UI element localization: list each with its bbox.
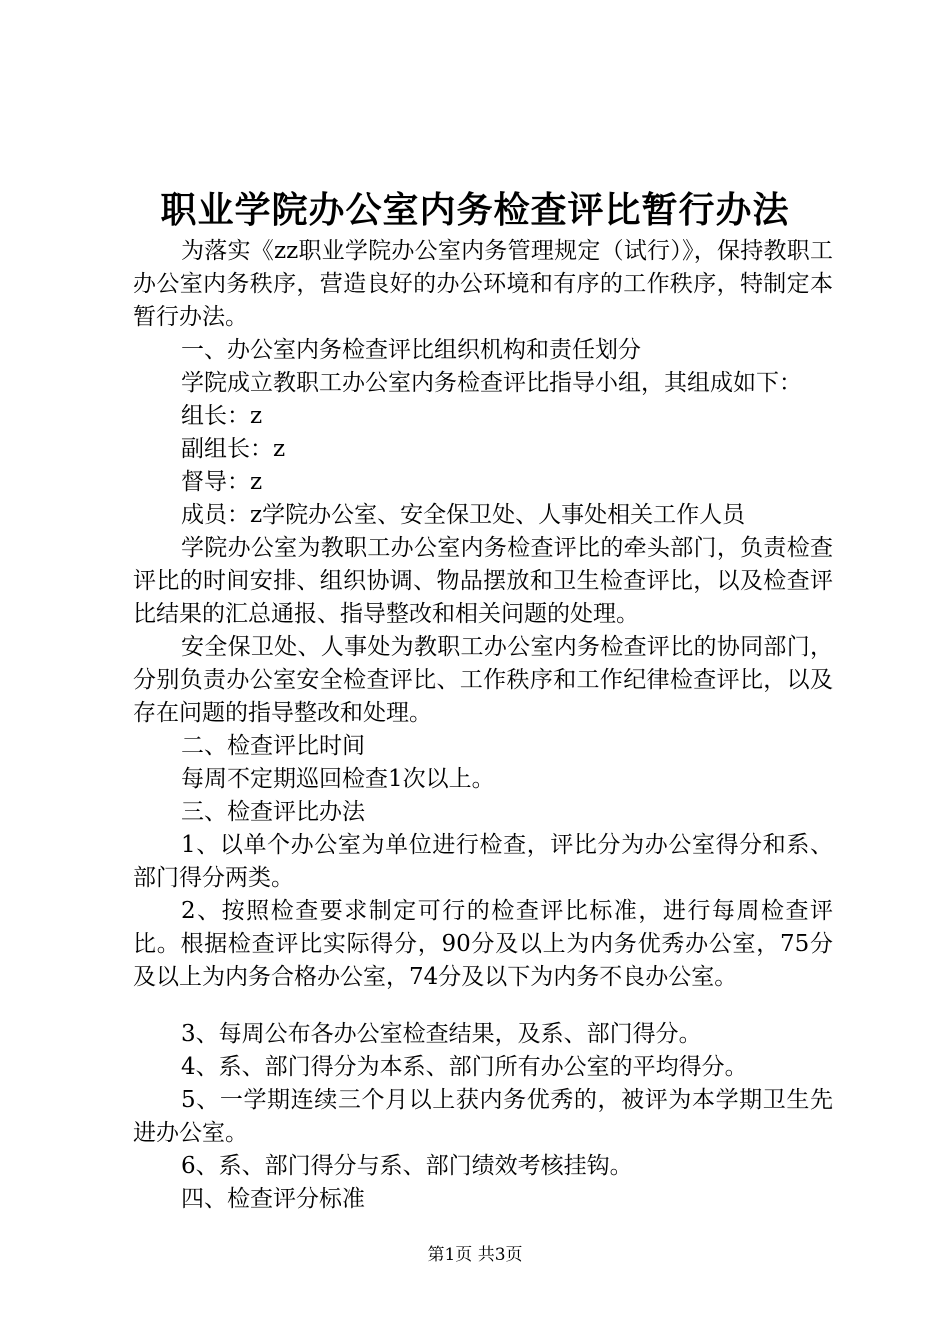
paragraph-group-setup: 学院成立教职工办公室内务检查评比指导小组，其组成如下： xyxy=(181,370,802,396)
paragraph-supervisor: 督导：z xyxy=(181,469,263,495)
paragraph-deputy-leader: 副组长：z xyxy=(181,436,286,462)
paragraph-inspection-frequency: 每周不定期巡回检查1次以上。 xyxy=(181,766,495,792)
section-heading-1: 一、办公室内务检查评比组织机构和责任划分 xyxy=(181,337,641,363)
paragraph-leader: 组长：z xyxy=(181,403,263,429)
list-item-6: 6、系、部门得分与系、部门绩效考核挂钩。 xyxy=(181,1153,633,1179)
document-title: 职业学院办公室内务检查评比暂行办法 xyxy=(160,189,790,231)
section-heading-4: 四、检查评分标准 xyxy=(181,1186,365,1212)
list-item-4: 4、系、部门得分为本系、部门所有办公室的平均得分。 xyxy=(181,1054,748,1080)
page-footer: 第1页 共3页 xyxy=(427,1245,523,1265)
list-item-2: 2、按照检查要求制定可行的检查评比标准，进行每周检查评比。根据检查评比实际得分，90分及以上为内务优秀办公室，75分及以上为内务合格办公室，74分及以下为内务不良办公室。 xyxy=(133,898,833,990)
paragraph-lead-department: 学院办公室为教职工办公室内务检查评比的牵头部门，负责检查评比的时间安排、组织协调、物品摆放和卫生检查评比，以及检查评比结果的汇总通报、指导整改和相关问题的处理。 xyxy=(133,535,833,627)
section-heading-2: 二、检查评比时间 xyxy=(181,733,365,759)
paragraph-members: 成员：z学院办公室、安全保卫处、人事处相关工作人员 xyxy=(181,502,746,528)
paragraph-intro: 为落实《zz职业学院办公室内务管理规定（试行）》，保持教职工办公室内务秩序，营造良好的办公环境和有序的工作秩序，特制定本暂行办法。 xyxy=(133,238,833,330)
section-heading-3: 三、检查评比办法 xyxy=(181,799,365,825)
list-item-5: 5、一学期连续三个月以上获内务优秀的，被评为本学期卫生先进办公室。 xyxy=(133,1087,833,1146)
document-body xyxy=(133,235,833,1216)
list-item-3: 3、每周公布各办公室检查结果，及系、部门得分。 xyxy=(181,1021,702,1047)
list-item-1: 1、以单个办公室为单位进行检查，评比分为办公室得分和系、部门得分两类。 xyxy=(133,832,833,891)
paragraph-cooperating-departments: 安全保卫处、人事处为教职工办公室内务检查评比的协同部门，分别负责办公室安全检查评比、工作秩序和工作纪律检查评比，以及存在问题的指导整改和处理。 xyxy=(133,634,833,726)
